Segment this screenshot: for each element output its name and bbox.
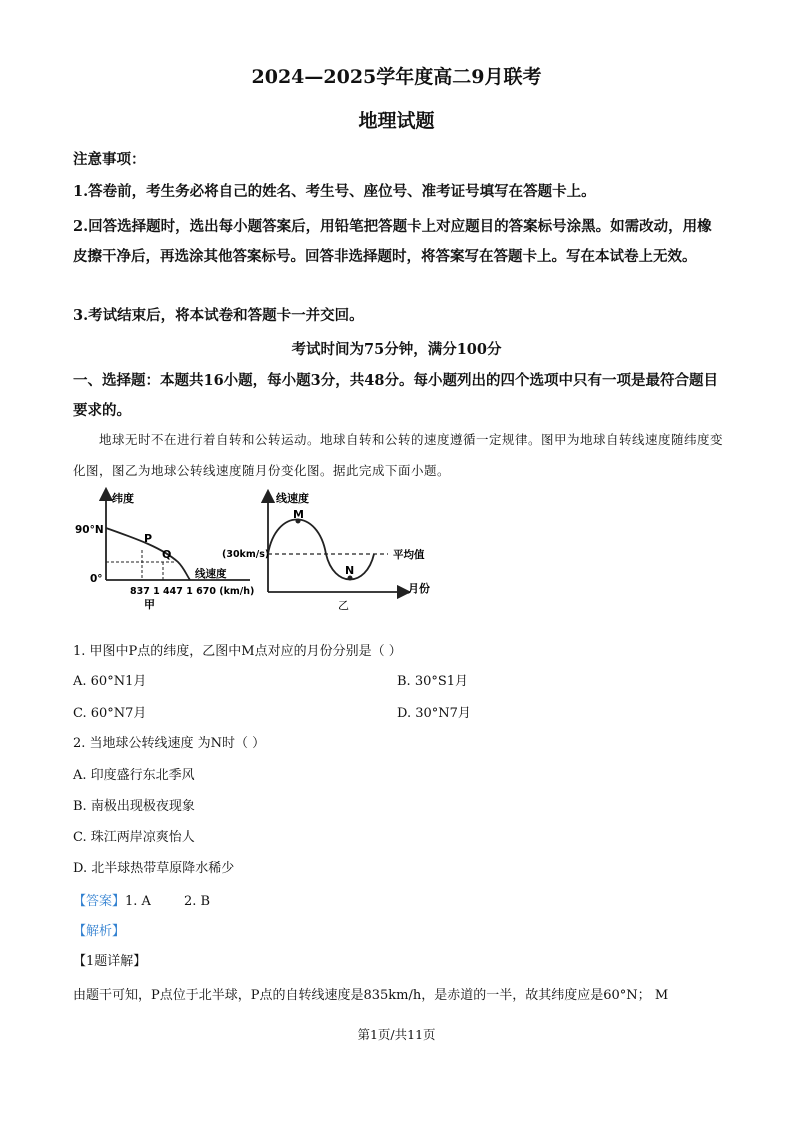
exam-title: 2024—2025学年度高二9月联考 xyxy=(251,66,542,88)
yi-ref-label: (30km/s) xyxy=(222,549,270,560)
yi-average-label: 平均值 xyxy=(393,549,425,561)
jia-x-ticks: 837 1 447 1 670 (km/h) xyxy=(130,586,255,597)
answer-value: 1. A 2. B xyxy=(125,894,211,909)
yi-point-n: N xyxy=(345,564,355,577)
question-2-option-b: B. 南极出现极夜现象 xyxy=(73,799,195,814)
jia-point-p: P xyxy=(144,532,153,545)
yi-y-axis-label: 线速度 xyxy=(276,492,309,505)
question-1-option-a: A. 60°N1月 xyxy=(73,674,147,689)
answer-tag: 【答案】 xyxy=(73,894,126,909)
jia-caption: 甲 xyxy=(144,598,155,611)
notice-heading: 注意事项： xyxy=(73,151,146,168)
yi-caption: 乙 xyxy=(338,599,349,612)
page-number: 第1页/共11页 xyxy=(357,1027,436,1042)
question-2-option-c: C. 珠江两岸凉爽怡人 xyxy=(73,830,195,845)
yi-x-axis-label: 月份 xyxy=(408,582,430,595)
question-2-option-d: D. 北半球热带草原降水稀少 xyxy=(73,861,235,876)
jia-y-zero-label: 0° xyxy=(90,573,103,585)
exam-time: 考试时间为75分钟，满分100分 xyxy=(291,341,502,358)
analysis-tag: 【解析】 xyxy=(73,924,126,939)
jia-x-axis-label: 线速度 xyxy=(195,568,227,580)
answer-line xyxy=(73,890,210,909)
notice-item-2: 2.回答选择题时，选出每小题答案后，用铅笔把答题卡上对应题目的答案标号涂黑。如需改动，用橡皮擦干净后，再选涂其他答案标号。回答非选择题时，将答案写在答题卡上。写在本试卷上无效。 xyxy=(73,218,712,265)
jia-y-top-label: 90°N xyxy=(75,524,104,536)
question-1-option-d: D. 30°N7月 xyxy=(397,706,471,721)
question-2-option-a: A. 印度盛行东北季风 xyxy=(73,768,195,783)
question-1-stem: 1. 甲图中P点的纬度，乙图中M点对应的月份分别是（ ） xyxy=(73,644,402,659)
yi-point-m: M xyxy=(293,508,304,521)
jia-point-q: Q xyxy=(162,548,172,561)
notice-item-1: 1.答卷前，考生务必将自己的姓名、考生号、座位号、准考证号填写在答题卡上。 xyxy=(73,183,596,200)
question-2-stem: 2. 当地球公转线速度 为N时（ ） xyxy=(73,736,266,751)
figure-yi xyxy=(218,488,438,613)
question-1-option-c: C. 60°N7月 xyxy=(73,706,147,721)
passage-intro: 地球无时不在进行着自转和公转运动。地球自转和公转的速度遵循一定规律。图甲为地球自转线速度随纬度变化图，图乙为地球公转线速度随月份变化图。据此完成下面小题。 xyxy=(73,432,724,478)
section1-heading: 一、选择题：本题共16小题，每小题3分，共48分。每小题列出的四个选项中只有一项是最符合题目要求的。 xyxy=(73,372,718,419)
yi-curve xyxy=(268,520,374,580)
jia-y-axis-label: 纬度 xyxy=(112,492,134,505)
detail-text: 由题干可知，P点位于北半球，P点的自转线速度是835km/h，是赤道的一半，故其纬度应是60°N； M xyxy=(73,988,669,1003)
detail-tag: 【1题详解】 xyxy=(73,954,147,969)
exam-subject: 地理试题 xyxy=(358,110,435,132)
question-1-option-b: B. 30°S1月 xyxy=(397,674,469,689)
notice-item-3: 3.考试结束后，将本试卷和答题卡一并交回。 xyxy=(73,307,364,324)
